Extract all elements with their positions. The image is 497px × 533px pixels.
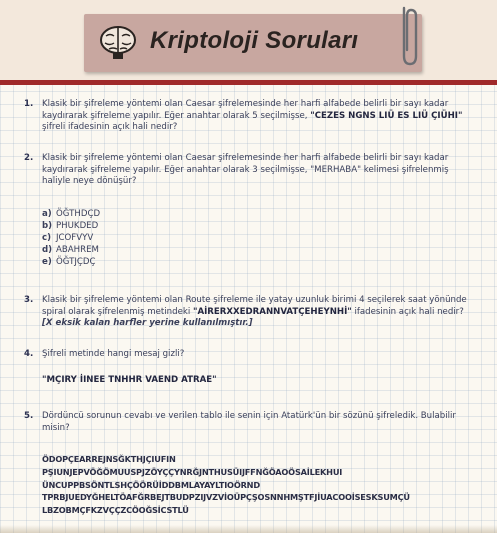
cipher-block <box>42 453 410 517</box>
cipher-line: ÖDOPÇEARREJNSĞKTHJÇIUFIN <box>42 454 176 464</box>
cipher-line: PŞIUNJEPVÖĞÖMUUSPJZÖYÇÇYNRĞJNTHUSÜIJFFNĞÖAOÖSAİLEKHUI <box>42 466 343 477</box>
paperclip-icon <box>398 4 420 68</box>
question-number: 3. <box>24 295 34 305</box>
footnote: [X eksik kalan harfler yerine kullanılmıştır.] <box>42 318 253 328</box>
option-c[interactable]: c) JCOFVYV <box>42 233 94 243</box>
option-e[interactable]: e) ÖĞTJÇDÇ <box>42 257 96 267</box>
cipher-text: "MÇIRY İINEE TNHHR VAEND ATRAE" <box>42 375 217 385</box>
question-text: Şifreli metinde hangi mesaj gizli? <box>42 349 185 359</box>
title-card <box>84 14 422 72</box>
brain-icon <box>98 24 138 62</box>
cipher-line: ÜNCUPPBSÖNTLSHÇÖÖRÜİDDBMLAYAYLTIOÖRND <box>42 479 260 490</box>
question-number: 1. <box>24 99 34 109</box>
option-d[interactable]: d) ABAHREM <box>42 245 99 255</box>
question-text: Klasik bir şifreleme yöntemi olan Caesar şifrelemesinde her harfi alfabede belirli bir sayı kadar kaydırarak şifreleme yapılır. Eğer anahtar olarak 3 seçilmişse, "MERHABA" kelimesi şifrelenmiş haliyle neye dönüşür? <box>42 153 449 186</box>
page-title: Kriptoloji Soruları <box>150 27 359 54</box>
header <box>0 0 497 80</box>
option-b[interactable]: b) PHUKDED <box>42 221 99 231</box>
cipher-line: LBZOBMÇFKZVÇÇZCÖOĞSİCSTLÜ <box>42 505 189 516</box>
question-number: 5. <box>24 411 34 421</box>
page-edge <box>0 525 497 533</box>
question-text: Klasik bir şifreleme yöntemi olan Caesar şifrelemesinde her harfi alfabede belirli bir sayı kadar kaydırarak şifreleme yapılır. Eğer anahtar olarak 5 seçilmişse, "CEZES NGNS LIÜ ES LIÜ ÇIÜHI" şifreli ifadesinin açık hali nedir? <box>42 99 463 132</box>
question-text: Klasik bir şifreleme yöntemi olan Route şifreleme ile yatay uzunluk birimi 4 seçilerek saat yönünde spiral olarak şifrelenmiş metindeki "AİRERXXEDRANNVATÇEHEYNHİ" ifadesinin açık hali nedir? [X eksik kalan harfler yerine kullanılmıştır.] <box>42 295 467 328</box>
question-text: Dördüncü sorunun cevabı ve verilen tablo ile senin için Atatürk'ün bir sözünü şifreledik. Bulabilir misin? <box>42 411 456 433</box>
header-divider <box>0 80 497 85</box>
cipher-text: "AİRERXXEDRANNVATÇEHEYNHİ" <box>192 306 352 317</box>
option-a[interactable]: a) ÖĞTHDÇD <box>42 209 101 219</box>
cipher-text: "CEZES NGNS LIÜ ES LIÜ ÇIÜHI" <box>310 110 463 121</box>
question-number: 2. <box>24 153 34 163</box>
cipher-line: TPRBJUEDYĞHELTÖAFĞRBEJTBUDPZIJVZVİOÜPÇŞOSNNHMŞTFJİUACOOİSESKSUMÇÜ <box>42 492 410 503</box>
question-number: 4. <box>24 349 34 359</box>
